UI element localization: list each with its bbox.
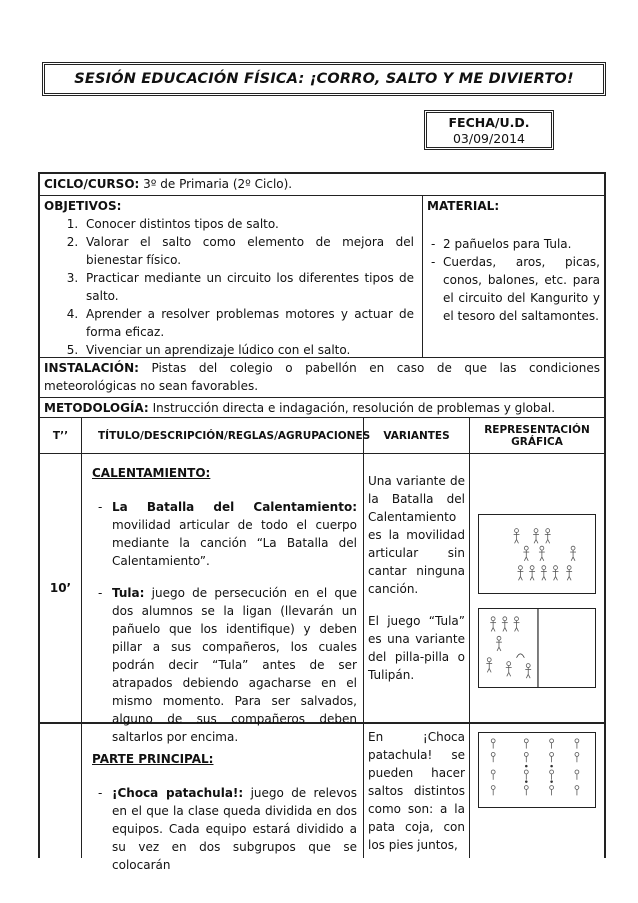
activity-choca-patachula bbox=[86, 784, 359, 874]
activity-tula bbox=[86, 584, 359, 746]
main-graphic bbox=[470, 724, 604, 858]
warmup-title: CALENTAMIENTO: bbox=[92, 466, 211, 480]
objective-item: 3. Practicar mediante un circuito los diferentes tipos de salto. bbox=[82, 269, 418, 305]
objective-item: 4. Aprender a resolver problemas motores y actuar de forma eficaz. bbox=[82, 305, 418, 341]
material-list bbox=[431, 235, 600, 325]
warmup-variants bbox=[364, 454, 470, 722]
batalla-diagram bbox=[478, 514, 596, 594]
date-value: 03/09/2014 bbox=[452, 131, 526, 146]
warmup-description bbox=[82, 454, 364, 744]
main-time bbox=[40, 724, 82, 858]
relay-diagram bbox=[478, 732, 596, 808]
ciclo-row bbox=[40, 174, 604, 196]
variant-text: En ¡Choca patachula! se pueden hacer saltos distintos como son: a la pata coja, con los pies juntos, bbox=[368, 730, 465, 852]
metodologia-row bbox=[40, 398, 604, 418]
warmup-graphic bbox=[470, 454, 604, 722]
activity-text: juego de relevos en el que la clase queda dividida en dos equipos. Cada equipo estará dividido a su vez en dos subgrupos que se colocarán bbox=[112, 786, 357, 872]
header-variants: VARIANTES bbox=[364, 418, 470, 453]
metodologia-value: Instrucción directa e indagación, resolución de problemas y global. bbox=[152, 401, 556, 415]
instalacion-value: Pistas del colegio o pabellón en caso de que las condiciones meteorológicas no sean favorables. bbox=[44, 361, 600, 393]
instalacion-row bbox=[40, 358, 604, 398]
tula-diagram bbox=[478, 608, 596, 688]
ciclo-value: 3º de Primaria (2º Ciclo). bbox=[143, 177, 293, 191]
main-title: PARTE PRINCIPAL: bbox=[92, 752, 214, 766]
objective-item: 2. Valorar el salto como elemento de mejora del bienestar físico. bbox=[82, 233, 418, 269]
session-sheet bbox=[38, 172, 606, 872]
objectives-cell bbox=[40, 196, 423, 357]
activity-batalla bbox=[86, 498, 359, 570]
warmup-row bbox=[40, 454, 604, 744]
ciclo-label: CICLO/CURSO: bbox=[44, 177, 140, 191]
instalacion-label: INSTALACIÓN: bbox=[44, 361, 139, 375]
objectives-list bbox=[82, 215, 418, 359]
activity-text: movilidad articular de todo el cuerpo mediante la canción “La Batalla del Calentamiento”. bbox=[112, 518, 357, 568]
session-title: SESIÓN EDUCACIÓN FÍSICA: ¡CORRO, SALTO Y ME DIVIERTO! bbox=[42, 62, 606, 96]
material-cell bbox=[423, 196, 604, 357]
table-header bbox=[40, 418, 604, 454]
header-graphic: REPRESENTACIÓN GRÁFICA bbox=[484, 423, 590, 448]
header-time: T’’ bbox=[40, 418, 82, 453]
activity-text: juego de persecución en el que dos alumnos se la ligan (llevarán un pañuelo que los identifique) y deben pillar a sus compañeros, los cuales podrán decir “Tula” antes de ser atrapados debiendo agacharse en el mismo momento. Para ser salvados, alguno de sus compañeros deben saltarlos por encima. bbox=[112, 586, 357, 744]
date-label: FECHA/U.D. bbox=[448, 115, 530, 130]
objectives-material-row bbox=[40, 196, 604, 358]
variant-text: El juego “Tula” es una variante del pilla-pilla o Tulipán. bbox=[368, 614, 465, 682]
warmup-time: 10’ bbox=[40, 454, 82, 722]
objective-item: 1. Conocer distintos tipos de salto. bbox=[82, 215, 418, 233]
metodologia-label: METODOLOGÍA: bbox=[44, 401, 149, 415]
header-description: TÍTULO/DESCRIPCIÓN/REGLAS/AGRUPACIONES bbox=[82, 418, 364, 453]
variant-text: Una variante de la Batalla del Calentamiento es la movilidad articular sin cantar ninguna canción. bbox=[368, 474, 465, 596]
objective-item: 5. Vivenciar un aprendizaje lúdico con el salto. bbox=[82, 341, 418, 359]
material-item: - Cuerdas, aros, picas, conos, balones, etc. para el circuito del Kangurito y el tesoro del saltamontes. bbox=[431, 253, 600, 325]
activity-name: ¡Choca patachula!: bbox=[112, 786, 244, 800]
main-variants bbox=[364, 724, 470, 858]
date-box bbox=[424, 110, 554, 150]
activity-name: Tula: bbox=[112, 586, 145, 600]
objectives-label: OBJETIVOS: bbox=[44, 199, 122, 213]
material-item: - 2 pañuelos para Tula. bbox=[431, 235, 600, 253]
material-label: MATERIAL: bbox=[427, 199, 500, 213]
activity-name: La Batalla del Calentamiento: bbox=[112, 500, 357, 514]
